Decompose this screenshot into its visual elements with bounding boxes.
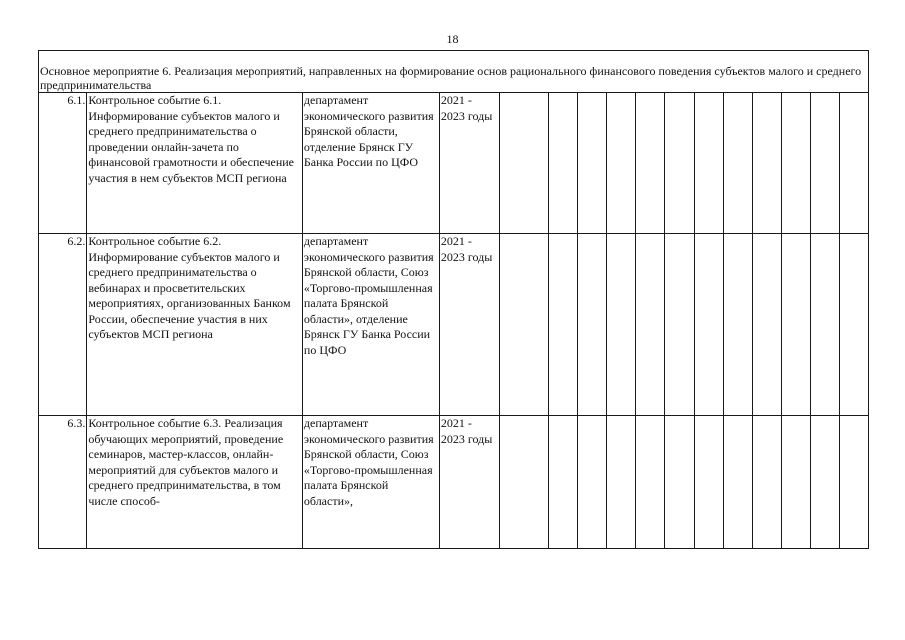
- empty-cell: [782, 234, 811, 416]
- empty-cell: [723, 93, 752, 234]
- page-number: 18: [446, 32, 459, 46]
- measures-table: [38, 50, 869, 549]
- row-number: 6.3.: [39, 416, 87, 549]
- period: 2021 - 2023 годы: [439, 234, 499, 416]
- period: 2021 - 2023 годы: [439, 416, 499, 549]
- section-header-cell: [39, 51, 869, 93]
- empty-cell: [500, 93, 548, 234]
- table-row: [39, 93, 869, 234]
- empty-cell: [782, 93, 811, 234]
- empty-cell: [577, 416, 606, 549]
- empty-cell: [636, 93, 665, 234]
- empty-cell: [607, 234, 636, 416]
- empty-cell: [548, 416, 577, 549]
- empty-cell: [500, 234, 548, 416]
- empty-cell: [723, 234, 752, 416]
- event-description: Контрольное событие 6.1. Информирование субъектов малого и среднего предпринимательства о проведении онлайн-зачета по финансовой грамотности и обеспечение участия в нем субъектов МСП региона: [87, 93, 303, 234]
- empty-cell: [782, 416, 811, 549]
- empty-cell: [665, 234, 694, 416]
- empty-cell: [811, 416, 839, 549]
- empty-cell: [577, 234, 606, 416]
- empty-cell: [811, 234, 839, 416]
- empty-cell: [723, 416, 752, 549]
- empty-cell: [694, 93, 723, 234]
- section-title: Основное мероприятие 6. Реализация мероприятий, направленных на формирование основ рационального финансового поведения субъектов малого и среднего предпринимательства: [40, 64, 862, 92]
- empty-cell: [665, 93, 694, 234]
- table-row: [39, 416, 869, 549]
- row-number: 6.2.: [39, 234, 87, 416]
- empty-cell: [753, 93, 782, 234]
- empty-cell: [500, 416, 548, 549]
- table-row: [39, 234, 869, 416]
- empty-cell: [694, 416, 723, 549]
- empty-cell: [548, 234, 577, 416]
- empty-cell: [694, 234, 723, 416]
- executor: департамент экономического развития Брянской области, отделение Брянск ГУ Банка России по ЦФО: [302, 93, 439, 234]
- empty-cell: [636, 416, 665, 549]
- executor: департамент экономического развития Брянской области, Союз «Торгово-промышленная палата Брянской области»,: [302, 416, 439, 549]
- empty-cell: [839, 93, 868, 234]
- period: 2021 - 2023 годы: [439, 93, 499, 234]
- empty-cell: [839, 234, 868, 416]
- empty-cell: [607, 93, 636, 234]
- event-description: Контрольное событие 6.3. Реализация обучающих мероприятий, проведение семинаров, мастер-классов, онлайн-мероприятий для субъектов малого и среднего предпринимательства, в том числе способ-: [87, 416, 303, 549]
- section-header-row: [39, 51, 869, 93]
- empty-cell: [811, 93, 839, 234]
- empty-cell: [577, 93, 606, 234]
- empty-cell: [548, 93, 577, 234]
- executor: департамент экономического развития Брянской области, Союз «Торгово-промышленная палата Брянской области», отделение Брянск ГУ Банка России по ЦФО: [302, 234, 439, 416]
- empty-cell: [753, 416, 782, 549]
- row-number: 6.1.: [39, 93, 87, 234]
- event-description: Контрольное событие 6.2. Информирование субъектов малого и среднего предпринимательства о вебинарах и просветительских мероприятиях, организованных Банком России, обеспечение участия в них субъектов МСП региона: [87, 234, 303, 416]
- empty-cell: [665, 416, 694, 549]
- empty-cell: [839, 416, 868, 549]
- empty-cell: [636, 234, 665, 416]
- empty-cell: [753, 234, 782, 416]
- empty-cell: [607, 416, 636, 549]
